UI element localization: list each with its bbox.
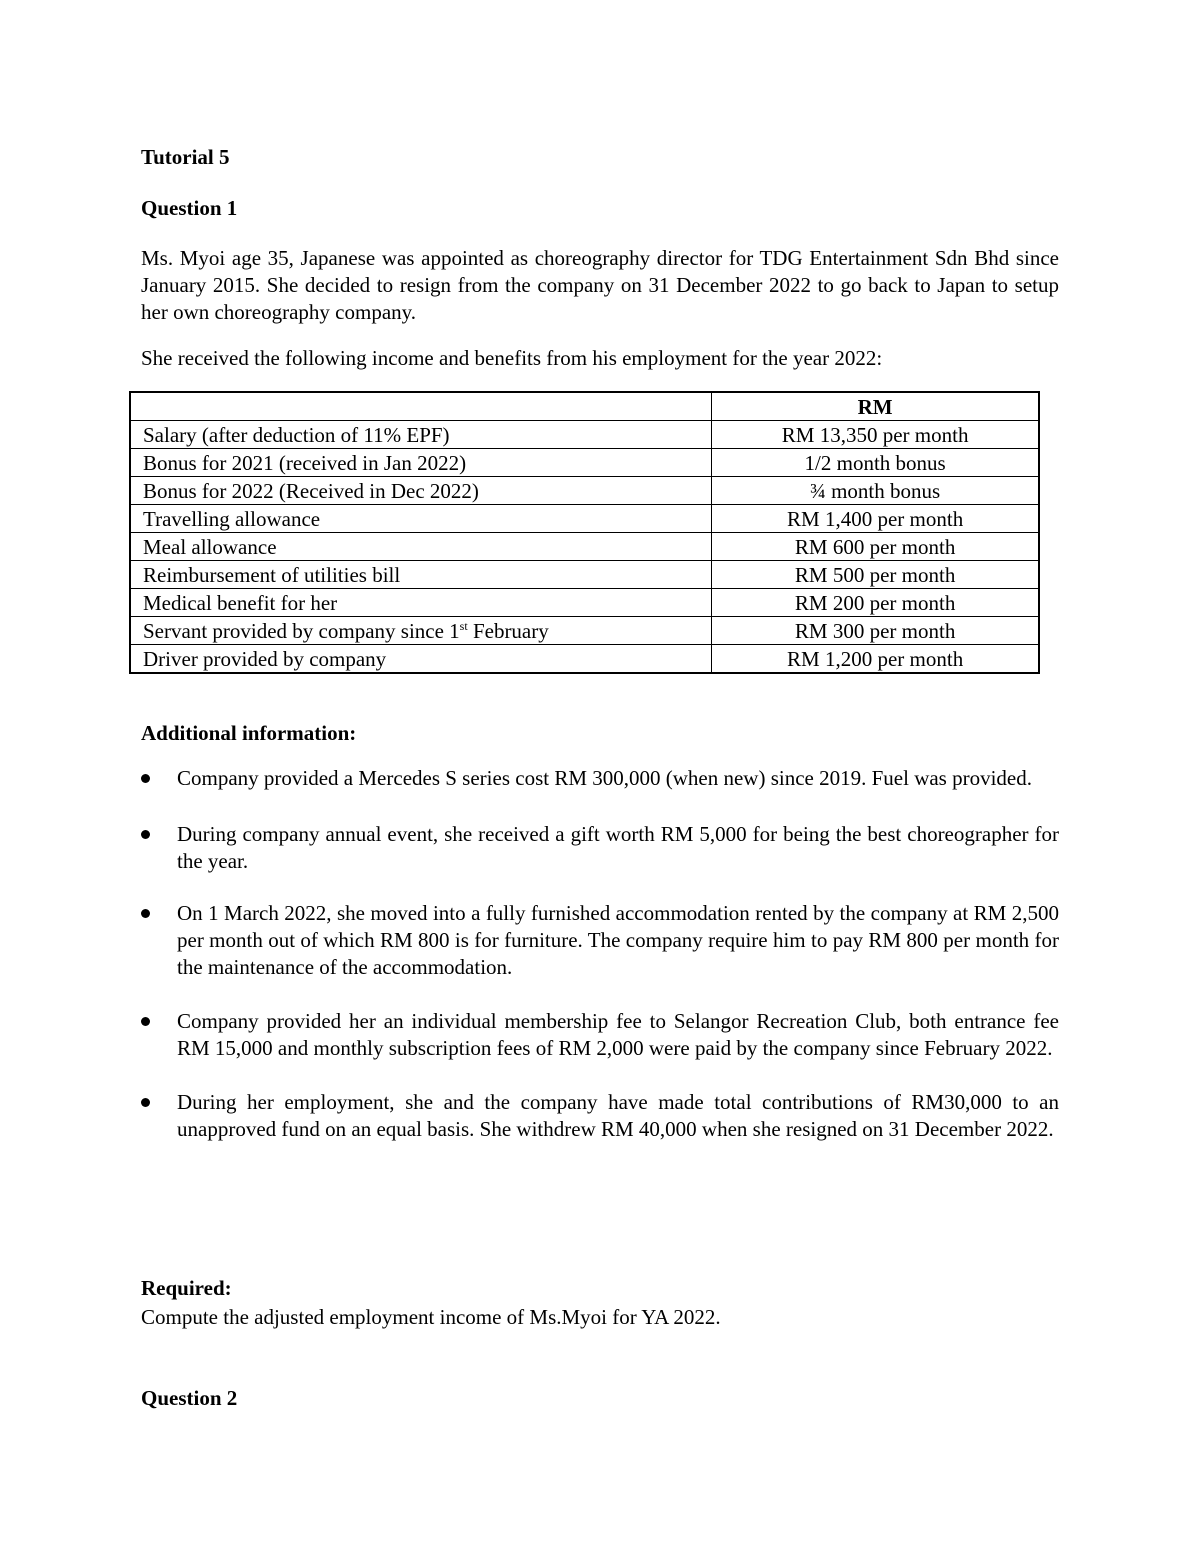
income-benefits-table	[129, 391, 1040, 674]
table-cell-amount: 1/2 month bonus	[712, 449, 1039, 477]
table-header-item	[130, 392, 712, 421]
question-1-heading: Question 1	[141, 196, 238, 220]
table-cell-amount: RM 600 per month	[712, 533, 1039, 561]
table-cell-amount: RM 200 per month	[712, 589, 1039, 617]
question-1-lead-in: She received the following income and benefits from his employment for the year 2022:	[141, 346, 883, 370]
table-cell-item: Driver provided by company	[130, 645, 712, 674]
table-row	[130, 561, 1039, 589]
additional-information-heading: Additional information:	[141, 721, 357, 745]
list-item	[141, 765, 1059, 792]
table-row	[130, 505, 1039, 533]
bullet-icon	[141, 830, 150, 839]
table-cell-item: Medical benefit for her	[130, 589, 712, 617]
table-cell-item: Meal allowance	[130, 533, 712, 561]
list-item-text: On 1 March 2022, she moved into a fully furnished accommodation rented by the company at RM 2,500 per month out of which RM 800 is for furniture. The company require him to pay RM 800 per month for the maintenance of the accommodation.	[177, 901, 1059, 979]
table-cell-item: Bonus for 2021 (received in Jan 2022)	[130, 449, 712, 477]
list-item	[141, 900, 1059, 981]
tutorial-title: Tutorial 5	[141, 145, 230, 169]
list-item-text: Company provided a Mercedes S series cost RM 300,000 (when new) since 2019. Fuel was provided.	[177, 766, 1033, 790]
table-row	[130, 589, 1039, 617]
table-cell-item-text-end: February	[467, 618, 549, 643]
bullet-icon	[141, 1017, 150, 1026]
table-row	[130, 421, 1039, 449]
question-1-intro: Ms. Myoi age 35, Japanese was appointed as choreography director for TDG Entertainment Sdn Bhd since January 2015. She decided to resign from the company on 31 December 2022 to go back to Japan to setup her own choreography company.	[141, 246, 1059, 324]
table-cell-item: Travelling allowance	[130, 505, 712, 533]
table-row	[130, 449, 1039, 477]
table-cell-item: Bonus for 2022 (Received in Dec 2022)	[130, 477, 712, 505]
bullet-icon	[141, 1098, 150, 1107]
ordinal-suffix: st	[459, 618, 468, 633]
list-item-text: During her employment, she and the company have made total contributions of RM30,000 to an unapproved fund on an equal basis. She withdrew RM 40,000 when she resigned on 31 December 2022.	[177, 1090, 1059, 1141]
question-2-heading: Question 2	[141, 1386, 238, 1410]
table-row	[130, 645, 1039, 674]
table-header-row	[130, 392, 1039, 421]
table-row	[130, 617, 1039, 645]
list-item	[141, 1008, 1059, 1062]
required-heading: Required:	[141, 1276, 232, 1300]
bullet-icon	[141, 909, 150, 918]
table-cell-item: Salary (after deduction of 11% EPF)	[130, 421, 712, 449]
list-item	[141, 1089, 1059, 1143]
list-item-text: During company annual event, she received a gift worth RM 5,000 for being the best choreographer for the year.	[177, 822, 1059, 873]
table-cell-item: Reimbursement of utilities bill	[130, 561, 712, 589]
table-cell-amount: RM 1,400 per month	[712, 505, 1039, 533]
list-item-text: Company provided her an individual membership fee to Selangor Recreation Club, both entrance fee RM 15,000 and monthly subscription fees of RM 2,000 were paid by the company since February 2022.	[177, 1009, 1059, 1060]
table-cell-amount: RM 300 per month	[712, 617, 1039, 645]
table-cell-amount: RM 13,350 per month	[712, 421, 1039, 449]
table-header-amount: RM	[712, 392, 1039, 421]
additional-information-list	[141, 765, 1059, 1143]
table-cell-amount: RM 500 per month	[712, 561, 1039, 589]
table-cell-amount: ¾ month bonus	[712, 477, 1039, 505]
table-cell-item-text: Servant provided by company since 1	[143, 618, 460, 643]
list-item	[141, 821, 1059, 875]
table-row	[130, 533, 1039, 561]
bullet-icon	[141, 774, 150, 783]
table-row	[130, 477, 1039, 505]
required-text: Compute the adjusted employment income of Ms.Myoi for YA 2022.	[141, 1305, 721, 1329]
table-cell-amount: RM 1,200 per month	[712, 645, 1039, 674]
table-cell-item	[130, 617, 712, 645]
